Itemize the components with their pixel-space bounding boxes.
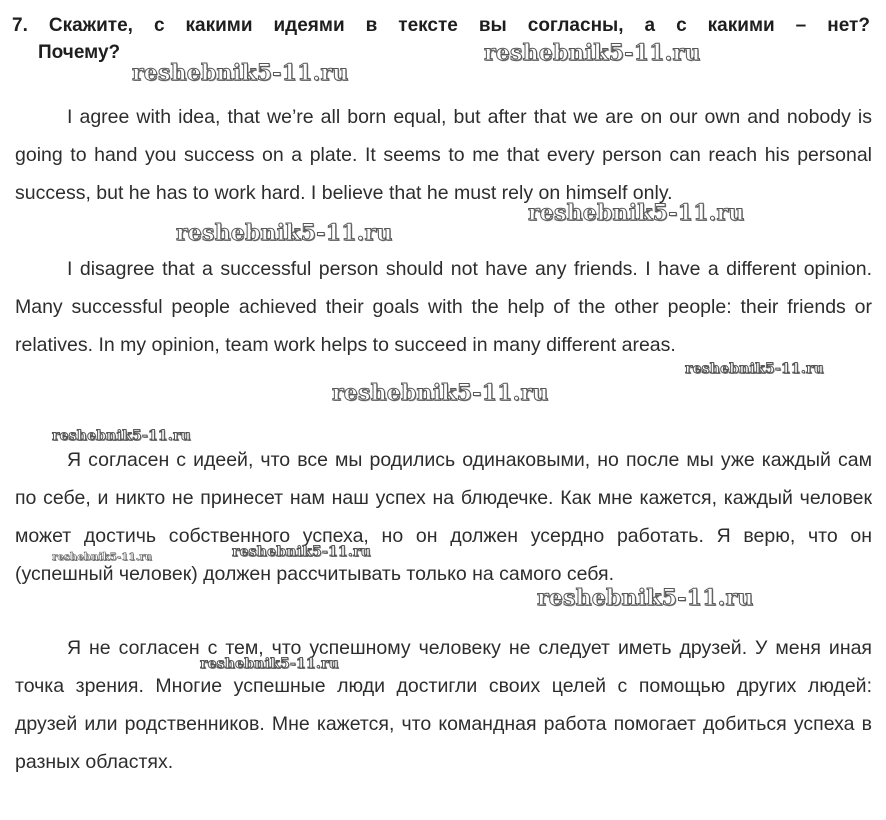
watermark: reshebnik5-11.ru bbox=[484, 40, 701, 66]
watermark: reshebnik5-11.ru bbox=[200, 656, 339, 672]
paragraph-russian-disagree: Я не согласен с тем, что успешному человеку не следует иметь друзей. У меня иная точка зрения. Многие успешные люди достигли своих целей с помощью других людей: друзей или родственников. Мне кажется, что командная работа помогает добиться успеха в разных областях. bbox=[15, 637, 872, 773]
watermark: reshebnik5-11.ru bbox=[52, 552, 153, 563]
task-word: нет? bbox=[827, 15, 870, 36]
watermark: reshebnik5-11.ru bbox=[52, 428, 191, 444]
task-number: 7. bbox=[12, 15, 28, 36]
watermark: reshebnik5-11.ru bbox=[132, 60, 349, 86]
task-line-1 bbox=[12, 12, 870, 39]
watermark: reshebnik5-11.ru bbox=[232, 544, 371, 560]
paragraph-english-agree: I agree with idea, that we’re all born equal, but after that we are on our own and nobody is going to hand you success on a plate. It seems to me that every person can reach his personal success, but he has to work hard. I believe that he must rely on himself only. bbox=[15, 106, 872, 204]
watermark: reshebnik5-11.ru bbox=[332, 380, 549, 406]
task-line-2: Почему? bbox=[38, 42, 121, 63]
paragraph-russian-agree: Я согласен с идеей, что все мы родились одинаковыми, но после мы уже каждый сам по себе, и никто не принесет нам наш успех на блюдечке. Как мне кажется, каждый человек может достичь собственного успеха, но он должен усердно работать. Я верю, что он (успешный человек) должен рассчитывать только на самого себя. bbox=[15, 449, 872, 585]
task-word: тексте bbox=[398, 15, 458, 36]
task-word: Скажите, bbox=[48, 15, 133, 36]
task-word: согласны, bbox=[527, 15, 624, 36]
task-word: какими bbox=[707, 15, 775, 36]
task-word: с bbox=[153, 15, 165, 36]
task-word: идеями bbox=[273, 15, 345, 36]
task-heading bbox=[12, 12, 870, 66]
watermark: reshebnik5-11.ru bbox=[537, 585, 754, 611]
task-word: а bbox=[644, 15, 656, 36]
task-word: какими bbox=[185, 15, 253, 36]
task-word: вы bbox=[478, 15, 507, 36]
watermark: reshebnik5-11.ru bbox=[176, 220, 393, 246]
task-word: – bbox=[795, 15, 807, 36]
watermark: reshebnik5-11.ru bbox=[685, 361, 824, 377]
paragraph-english-disagree: I disagree that a successful person should not have any friends. I have a different opinion. Many successful people achieved their goals with the help of the other people: their friends or relatives. In my opinion, team work helps to succeed in many different areas. bbox=[15, 258, 872, 356]
watermark: reshebnik5-11.ru bbox=[528, 200, 745, 226]
task-word: с bbox=[676, 15, 687, 36]
task-word: в bbox=[365, 15, 378, 36]
